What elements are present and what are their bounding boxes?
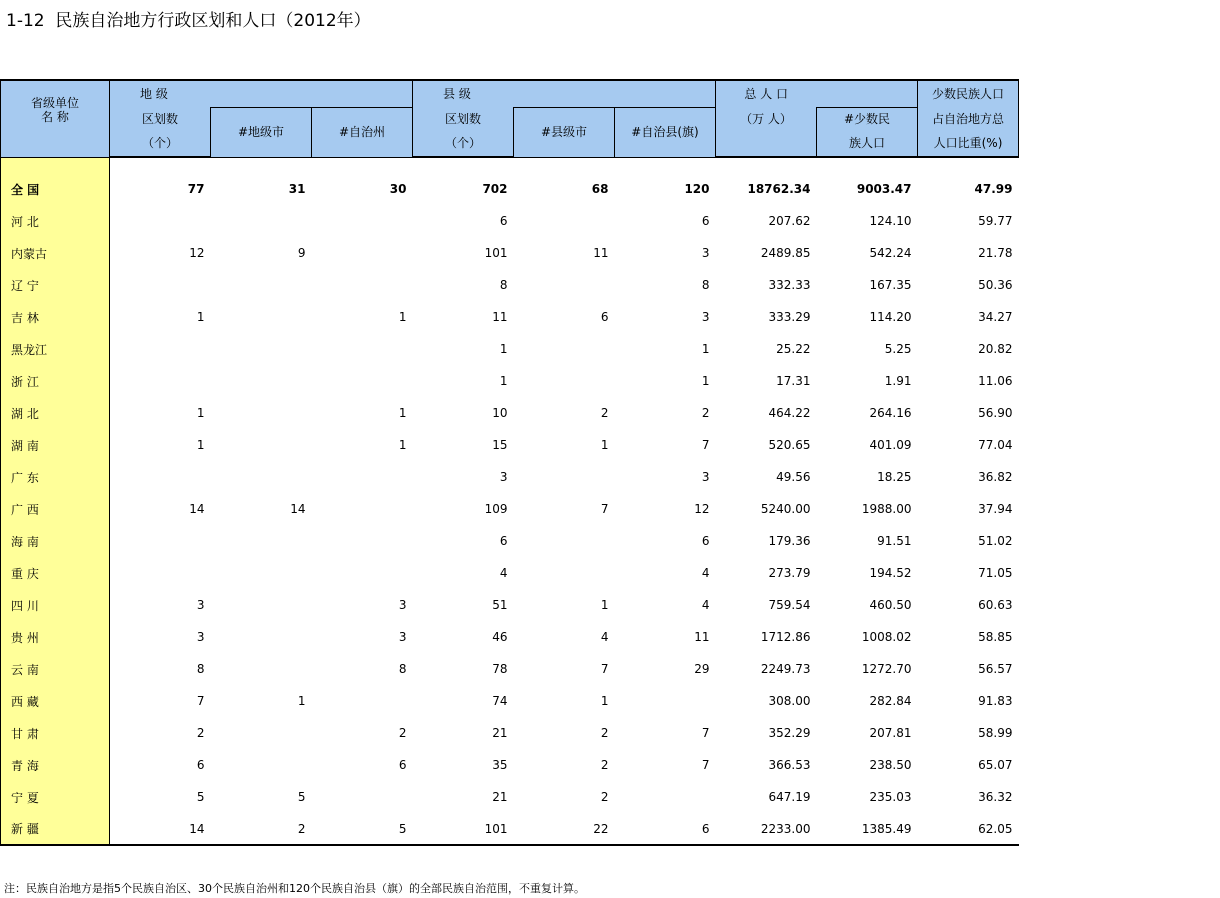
total-population-cell: 2249.73 — [760, 662, 811, 676]
row-name-cell: 广 东 — [1, 461, 110, 493]
table-row — [1, 237, 1019, 269]
minority-population-cell: 1385.49 — [817, 813, 918, 845]
total-population-cell: 49.56 — [776, 470, 811, 484]
spacer-name-cell — [1, 157, 110, 173]
header-share-c: 人口比重(%) — [918, 130, 1019, 157]
row-name-cell: 黑龙江 — [1, 333, 110, 365]
prefecture-city-cell — [211, 429, 312, 461]
minority-population-cell: 5.25 — [884, 342, 912, 356]
autonomous-prefecture-cell: 1 — [398, 310, 407, 324]
header-sub-autonomous-prefecture: #自治州 — [312, 108, 413, 158]
autonomous-county-cell: 6 — [615, 813, 716, 845]
prefecture-city-cell — [211, 557, 312, 589]
county-count-cell: 35 — [492, 758, 508, 772]
minority-share-cell: 11.06 — [978, 374, 1013, 388]
minority-population-cell: 124.10 — [869, 214, 912, 228]
row-name-cell: 辽 宁 — [1, 269, 110, 301]
county-count-cell: 1 — [499, 342, 508, 356]
minority-share-cell: 58.85 — [978, 630, 1013, 644]
county-city-cell — [514, 461, 615, 493]
total-population-cell: 520.65 — [768, 438, 811, 452]
total-population-cell: 1712.86 — [760, 630, 811, 644]
table-row — [1, 717, 1019, 749]
autonomous-county-cell: 3 — [701, 310, 710, 324]
minority-population-cell: 264.16 — [869, 406, 912, 420]
total-population-cell: 464.22 — [768, 406, 811, 420]
prefecture-count-cell — [110, 333, 211, 365]
table-row — [1, 653, 1019, 685]
header-county-count: 区划数 — [413, 108, 514, 131]
minority-share-cell: 71.05 — [978, 566, 1013, 580]
table-row — [1, 429, 1019, 461]
total-population-cell: 25.22 — [776, 342, 811, 356]
table-row — [1, 525, 1019, 557]
row-name-cell: 贵 州 — [1, 621, 110, 653]
prefecture-city-cell: 2 — [211, 813, 312, 845]
prefecture-count-cell — [110, 461, 211, 493]
total-population-cell: 647.19 — [768, 790, 811, 804]
total-population-cell: 333.29 — [768, 310, 811, 324]
minority-share-cell: 21.78 — [978, 246, 1013, 260]
autonomous-prefecture-cell — [312, 525, 413, 557]
header-share-b: 占自治地方总 — [918, 108, 1019, 131]
county-city-cell: 2 — [600, 758, 609, 772]
table-row — [1, 173, 1019, 205]
header-sub-county-city: #县级市 — [514, 108, 615, 158]
prefecture-count-cell: 1 — [196, 310, 205, 324]
autonomous-county-cell: 7 — [701, 438, 710, 452]
county-city-cell: 2 — [600, 406, 609, 420]
autonomous-county-cell: 120 — [684, 182, 710, 196]
header-minority-a: #少数民 — [817, 108, 918, 131]
header-prefecture-level: 地 级 — [110, 80, 211, 108]
table-row — [1, 621, 1019, 653]
autonomous-prefecture-cell: 3 — [398, 598, 407, 612]
table-row — [1, 301, 1019, 333]
minority-share-cell: 59.77 — [978, 214, 1013, 228]
table-row — [1, 205, 1019, 237]
autonomous-county-cell: 2 — [701, 406, 710, 420]
county-city-cell — [514, 525, 615, 557]
total-population-cell: 332.33 — [768, 278, 811, 292]
autonomous-county-cell: 4 — [701, 566, 710, 580]
minority-population-cell: 194.52 — [869, 566, 912, 580]
prefecture-count-cell: 14 — [110, 813, 211, 845]
row-name-cell: 内蒙古 — [1, 237, 110, 269]
county-city-cell: 7 — [600, 502, 609, 516]
minority-population-cell: 542.24 — [869, 246, 912, 260]
autonomous-county-cell: 6 — [701, 214, 710, 228]
prefecture-city-cell: 1 — [297, 694, 306, 708]
minority-share-cell: 50.36 — [978, 278, 1013, 292]
prefecture-count-cell: 14 — [189, 502, 205, 516]
prefecture-count-cell: 8 — [196, 662, 205, 676]
prefecture-count-cell — [110, 525, 211, 557]
page-title: 1-12 民族自治地方行政区划和人口（2012年） — [6, 11, 371, 31]
spacer-row — [1, 157, 1019, 173]
autonomous-prefecture-cell — [312, 365, 413, 397]
prefecture-count-cell: 6 — [196, 758, 205, 772]
prefecture-count-cell — [110, 269, 211, 301]
county-count-cell: 10 — [492, 406, 508, 420]
header-population-span — [817, 80, 918, 108]
row-name-cell: 吉 林 — [1, 301, 110, 333]
footnote: 注：民族自治地方是指5个民族自治区、30个民族自治州和120个民族自治县（旗）的全部民族自治范围，不重复计算。 — [4, 882, 585, 895]
county-count-cell: 15 — [492, 438, 508, 452]
autonomous-county-cell: 29 — [694, 662, 710, 676]
row-name-cell: 河 北 — [1, 205, 110, 237]
county-city-cell: 11 — [593, 246, 609, 260]
minority-population-cell: 9003.47 — [856, 182, 912, 196]
county-city-cell — [514, 557, 615, 589]
prefecture-count-cell — [110, 365, 211, 397]
county-count-cell: 21 — [492, 790, 508, 804]
county-city-cell: 1 — [600, 598, 609, 612]
prefecture-city-cell: 5 — [297, 790, 306, 804]
county-count-cell: 4 — [499, 566, 508, 580]
minority-share-cell: 60.63 — [978, 598, 1013, 612]
minority-share-cell: 65.07 — [978, 758, 1013, 772]
row-name-cell: 云 南 — [1, 653, 110, 685]
header-county-level: 县 级 — [413, 80, 514, 108]
header-share-a: 少数民族人口 — [918, 80, 1019, 108]
prefecture-city-cell — [211, 333, 312, 365]
total-population-cell: 759.54 — [768, 598, 811, 612]
county-count-cell: 51 — [492, 598, 508, 612]
county-city-cell: 1 — [600, 438, 609, 452]
county-city-cell: 7 — [600, 662, 609, 676]
prefecture-city-cell — [211, 397, 312, 429]
county-count-cell: 101 — [484, 246, 508, 260]
total-population-cell: 308.00 — [768, 694, 811, 708]
county-count-cell: 11 — [492, 310, 508, 324]
header-name-label: 名 称 — [41, 109, 69, 124]
prefecture-city-cell — [211, 653, 312, 685]
minority-share-cell: 91.83 — [978, 694, 1013, 708]
header-sub-autonomous-county: #自治县(旗) — [615, 108, 716, 158]
table-row — [1, 749, 1019, 781]
county-count-cell: 46 — [492, 630, 508, 644]
total-population-cell: 273.79 — [768, 566, 811, 580]
header-minority-b: 族人口 — [817, 130, 918, 157]
header-total-population: 总 人 口 — [716, 80, 817, 108]
header-sub-prefecture-city: #地级市 — [211, 108, 312, 158]
county-count-cell: 21 — [492, 726, 508, 740]
autonomous-prefecture-cell: 5 — [312, 813, 413, 845]
autonomous-county-cell — [615, 781, 716, 813]
minority-share-cell: 56.57 — [978, 662, 1013, 676]
county-count-cell: 78 — [492, 662, 508, 676]
minority-population-cell: 18.25 — [877, 470, 912, 484]
autonomous-county-cell: 3 — [701, 470, 710, 484]
county-count-cell: 6 — [499, 534, 508, 548]
county-city-cell: 6 — [600, 310, 609, 324]
autonomous-prefecture-cell — [312, 685, 413, 717]
prefecture-city-cell — [211, 365, 312, 397]
minority-share-cell: 51.02 — [978, 534, 1013, 548]
prefecture-city-cell — [211, 461, 312, 493]
county-count-cell: 8 — [499, 278, 508, 292]
autonomous-county-cell: 7 — [701, 726, 710, 740]
table-row — [1, 493, 1019, 525]
minority-share-cell: 62.05 — [918, 813, 1019, 845]
minority-population-cell: 91.51 — [877, 534, 912, 548]
minority-share-cell: 47.99 — [974, 182, 1013, 196]
header-unit-ge: （个） — [110, 130, 211, 157]
prefecture-count-cell: 5 — [196, 790, 205, 804]
prefecture-count-cell — [110, 557, 211, 589]
row-name-cell: 四 川 — [1, 589, 110, 621]
prefecture-count-cell: 3 — [196, 598, 205, 612]
table-row — [1, 365, 1019, 397]
autonomous-prefecture-cell — [312, 461, 413, 493]
header-prefecture-span — [211, 80, 413, 108]
minority-population-cell: 114.20 — [869, 310, 912, 324]
table-row — [1, 269, 1019, 301]
county-count-cell: 109 — [484, 502, 508, 516]
row-name-cell: 新 疆 — [1, 813, 110, 845]
county-city-cell — [514, 333, 615, 365]
table-row — [1, 685, 1019, 717]
autonomous-prefecture-cell — [312, 237, 413, 269]
county-city-cell: 22 — [514, 813, 615, 845]
table-row — [1, 781, 1019, 813]
table-row — [1, 813, 1019, 845]
prefecture-city-cell — [211, 301, 312, 333]
county-city-cell: 68 — [591, 182, 609, 196]
autonomous-prefecture-cell — [312, 333, 413, 365]
minority-population-cell: 238.50 — [869, 758, 912, 772]
autonomous-county-cell: 11 — [694, 630, 710, 644]
minority-population-cell: 460.50 — [869, 598, 912, 612]
minority-population-cell: 1.91 — [884, 374, 912, 388]
prefecture-count-cell: 7 — [196, 694, 205, 708]
header-population-blank — [716, 130, 817, 157]
county-count-cell: 74 — [492, 694, 508, 708]
minority-population-cell: 1988.00 — [861, 502, 912, 516]
county-count-cell: 101 — [413, 813, 514, 845]
total-population-cell: 2233.00 — [716, 813, 817, 845]
autonomous-county-cell: 1 — [701, 342, 710, 356]
header-prefecture-count: 区划数 — [110, 108, 211, 131]
prefecture-count-cell: 3 — [196, 630, 205, 644]
prefecture-count-cell: 2 — [196, 726, 205, 740]
total-population-cell: 207.62 — [768, 214, 811, 228]
autonomous-prefecture-cell: 1 — [398, 438, 407, 452]
table-row — [1, 397, 1019, 429]
total-population-cell: 179.36 — [768, 534, 811, 548]
row-name-cell: 重 庆 — [1, 557, 110, 589]
row-name-cell: 海 南 — [1, 525, 110, 557]
minority-population-cell: 1272.70 — [861, 662, 912, 676]
autonomous-prefecture-cell: 1 — [398, 406, 407, 420]
header-province-name — [1, 80, 110, 157]
autonomous-prefecture-cell — [312, 781, 413, 813]
prefecture-city-cell — [211, 589, 312, 621]
minority-share-cell: 36.82 — [978, 470, 1013, 484]
prefecture-count-cell: 1 — [196, 438, 205, 452]
county-city-cell — [514, 269, 615, 301]
prefecture-count-cell: 12 — [189, 246, 205, 260]
autonomous-county-cell: 4 — [701, 598, 710, 612]
table-row — [1, 461, 1019, 493]
header-province-unit: 省级单位 — [30, 95, 79, 110]
minority-population-cell: 167.35 — [869, 278, 912, 292]
header-county-span — [514, 80, 716, 108]
table-row — [1, 557, 1019, 589]
county-count-cell: 1 — [499, 374, 508, 388]
prefecture-city-cell — [211, 269, 312, 301]
autonomous-county-cell: 6 — [701, 534, 710, 548]
prefecture-city-cell — [211, 525, 312, 557]
prefecture-city-cell: 31 — [288, 182, 306, 196]
autonomous-prefecture-cell — [312, 493, 413, 525]
row-name-cell: 甘 肃 — [1, 717, 110, 749]
autonomous-county-cell: 1 — [701, 374, 710, 388]
minority-population-cell: 282.84 — [869, 694, 912, 708]
minority-share-cell: 37.94 — [978, 502, 1013, 516]
autonomous-county-cell: 12 — [694, 502, 710, 516]
data-table — [0, 79, 1019, 846]
prefecture-count-cell: 1 — [196, 406, 205, 420]
minority-share-cell: 34.27 — [978, 310, 1013, 324]
minority-population-cell: 1008.02 — [861, 630, 912, 644]
county-city-cell: 1 — [600, 694, 609, 708]
total-population-cell: 17.31 — [776, 374, 811, 388]
county-city-cell: 2 — [600, 726, 609, 740]
table-row — [1, 333, 1019, 365]
row-name-cell: 广 西 — [1, 493, 110, 525]
autonomous-prefecture-cell — [312, 269, 413, 301]
prefecture-city-cell: 14 — [290, 502, 306, 516]
header-unit-ge-county: （个） — [413, 130, 514, 157]
prefecture-count-cell: 77 — [187, 182, 205, 196]
autonomous-prefecture-cell — [312, 205, 413, 237]
row-name-cell: 湖 南 — [1, 429, 110, 461]
autonomous-prefecture-cell: 3 — [398, 630, 407, 644]
prefecture-city-cell — [211, 717, 312, 749]
minority-share-cell: 36.32 — [978, 790, 1013, 804]
county-count-cell: 6 — [499, 214, 508, 228]
minority-population-cell: 235.03 — [869, 790, 912, 804]
prefecture-city-cell: 9 — [297, 246, 306, 260]
county-city-cell — [514, 205, 615, 237]
row-name-cell: 全 国 — [1, 173, 110, 205]
row-name-cell: 青 海 — [1, 749, 110, 781]
minority-share-cell: 56.90 — [978, 406, 1013, 420]
total-population-cell: 2489.85 — [760, 246, 811, 260]
row-name-cell: 湖 北 — [1, 397, 110, 429]
minority-share-cell: 20.82 — [978, 342, 1013, 356]
county-city-cell — [514, 365, 615, 397]
autonomous-prefecture-cell — [312, 557, 413, 589]
autonomous-prefecture-cell: 6 — [398, 758, 407, 772]
minority-share-cell: 77.04 — [978, 438, 1013, 452]
county-city-cell: 4 — [600, 630, 609, 644]
autonomous-prefecture-cell: 8 — [398, 662, 407, 676]
total-population-cell: 5240.00 — [760, 502, 811, 516]
prefecture-city-cell — [211, 621, 312, 653]
county-count-cell: 3 — [499, 470, 508, 484]
prefecture-city-cell — [211, 749, 312, 781]
row-name-cell: 浙 江 — [1, 365, 110, 397]
header-population-unit: （万 人） — [716, 108, 817, 131]
table-row — [1, 589, 1019, 621]
total-population-cell: 366.53 — [768, 758, 811, 772]
minority-population-cell: 207.81 — [869, 726, 912, 740]
autonomous-county-cell: 7 — [701, 758, 710, 772]
county-count-cell: 702 — [482, 182, 508, 196]
row-name-cell: 西 藏 — [1, 685, 110, 717]
autonomous-prefecture-cell: 30 — [389, 182, 407, 196]
autonomous-county-cell: 8 — [701, 278, 710, 292]
minority-population-cell: 401.09 — [869, 438, 912, 452]
autonomous-prefecture-cell: 2 — [398, 726, 407, 740]
total-population-cell: 18762.34 — [747, 182, 811, 196]
autonomous-county-cell: 3 — [701, 246, 710, 260]
prefecture-city-cell — [211, 205, 312, 237]
prefecture-count-cell — [110, 205, 211, 237]
total-population-cell: 352.29 — [768, 726, 811, 740]
autonomous-county-cell — [615, 685, 716, 717]
row-name-cell: 宁 夏 — [1, 781, 110, 813]
county-city-cell: 2 — [600, 790, 609, 804]
minority-share-cell: 58.99 — [978, 726, 1013, 740]
